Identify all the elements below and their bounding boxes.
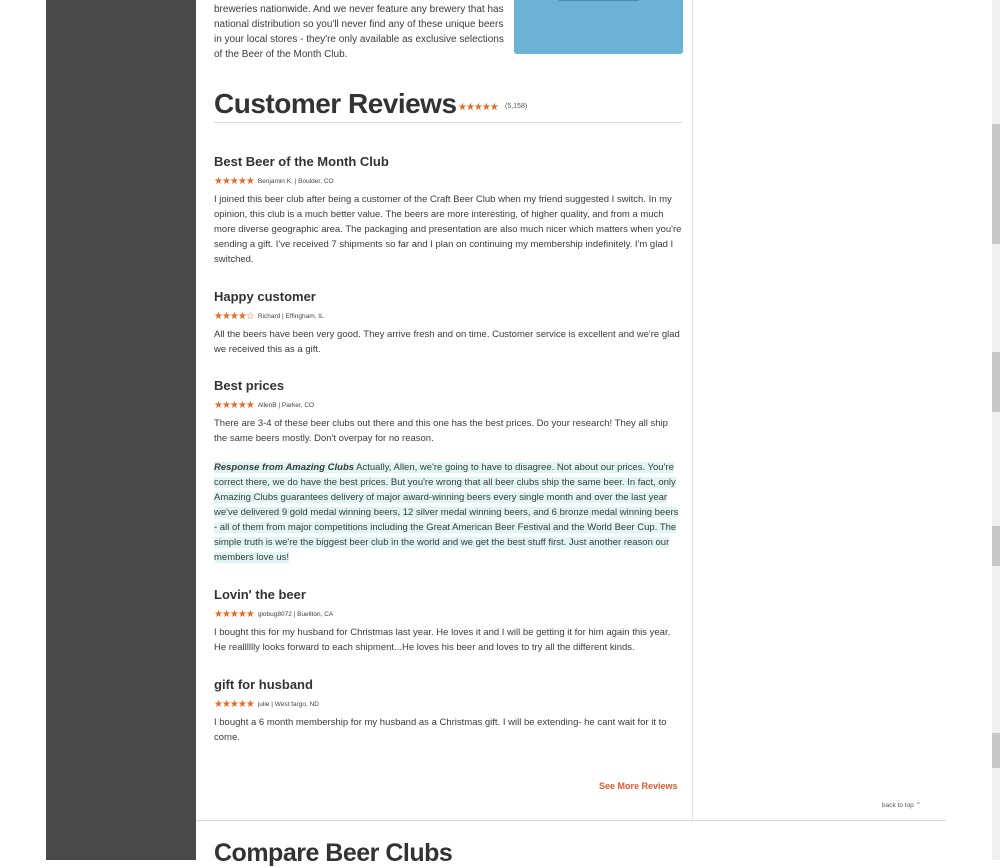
scrollbar-marker [992, 526, 1000, 566]
promo-box-line [559, 0, 639, 1]
review-title: Best Beer of the Month Club [214, 154, 389, 169]
customer-reviews-heading: Customer Reviews [214, 88, 457, 119]
review-item [214, 676, 682, 745]
review-stars: ★★★★★ [214, 399, 254, 411]
review-title: Lovin' the beer [214, 587, 306, 602]
review-item [214, 586, 682, 655]
company-response [214, 460, 684, 565]
review-body: I joined this beer club after being a customer of the Craft Beer Club when my friend suggested I switch. In my opinion, this club is a much better value. The beers are more interesting, of higher quality, and from a much more diverse geographic area. The packaging and presentation are also much nicer which matters when you're sending a gift. I've received 7 shipments so far and I plan on continuing my membership indefinitely. I'm glad I switched. [214, 194, 682, 265]
review-body: All the beers have been very good. They arrive fresh and on time. Customer service is excellent and we're glad we received this as a gift. [214, 329, 680, 355]
review-meta [214, 175, 682, 187]
review-author: Richard | Effingham, IL [257, 312, 324, 320]
overall-rating-stars: ★★★★★ [458, 102, 498, 113]
review-title: Happy customer [214, 289, 316, 304]
review-meta [214, 698, 682, 710]
scrollbar-thumb[interactable] [992, 124, 1000, 244]
review-item [214, 288, 682, 357]
review-meta [214, 399, 682, 411]
review-body: I bought this for my husband for Christmas last year. He loves it and I will be getting it for him again this year. He realllllly looks forward to each shipment...He loves his beer and loves to try all the different kinds. [214, 627, 671, 653]
review-body: I bought a 6 month membership for my husband as a Christmas gift. I will be extending- he cant wait for it to come. [214, 717, 667, 743]
review-author: AllenB | Parker, CO [257, 401, 315, 409]
review-meta [214, 310, 682, 322]
column-divider [692, 0, 693, 820]
review-body: There are 3-4 of these beer clubs out there and this one has the best prices. Do your research! They all ship the same beers mostly. Don't overpay for no reason. [214, 418, 668, 444]
scrollbar-marker [992, 352, 1000, 412]
scrollbar-marker [992, 733, 1000, 768]
review-meta [214, 608, 682, 620]
promo-box[interactable] [514, 0, 683, 54]
see-more-reviews-link[interactable]: See More Reviews [599, 781, 678, 791]
page-scrollbar[interactable] [992, 0, 1000, 860]
review-item [214, 377, 682, 446]
review-stars: ★★★★★ [214, 698, 254, 710]
review-title: Best prices [214, 378, 285, 393]
compare-beer-clubs-heading: Compare Beer Clubs [214, 839, 453, 867]
intro-paragraph: breweries nationwide. And we never feature any brewery that has national distribution so you'll never find any of these unique beers in your local stores - they're only available as exclusive selections of the Beer of the Month Club. [214, 4, 504, 60]
left-sidebar-background [46, 0, 196, 860]
review-author: julie | West fargo, ND [257, 700, 320, 708]
review-title: gift for husband [214, 677, 313, 692]
response-label: Response from Amazing Clubs [214, 462, 355, 473]
review-stars: ★★★★☆ [214, 310, 254, 322]
review-stars: ★★★★★ [214, 175, 254, 187]
back-to-top-link[interactable]: back to top ⌃ [882, 802, 922, 809]
review-stars: ★★★★★ [214, 608, 254, 620]
review-count: (5,158) [505, 103, 528, 110]
review-item [214, 153, 682, 267]
review-author: globug8072 | Buellton, CA [257, 610, 334, 618]
response-text: Actually, Allen, we're going to have to disagree. Not about our prices. You're correct there, we do have the best prices. But you're wrong that all beer clubs ship the same beer. In fact, only Amazing Clubs guarantees delivery of major award-winning beers every single month and over the last year we've delivered 9 gold medal winning beers, 12 silver medal winning beers, and 6 bronze medal winning beers - all of them from major competitions including the Great American Beer Festival and the World Beer Cup. The simple truth is we're the biggest beer club in the world and we get the best stuff first. Just another reason our members love us! [214, 462, 679, 563]
review-author: Benjamin K. | Boulder, CO [257, 177, 334, 185]
heading-rule [214, 122, 682, 123]
